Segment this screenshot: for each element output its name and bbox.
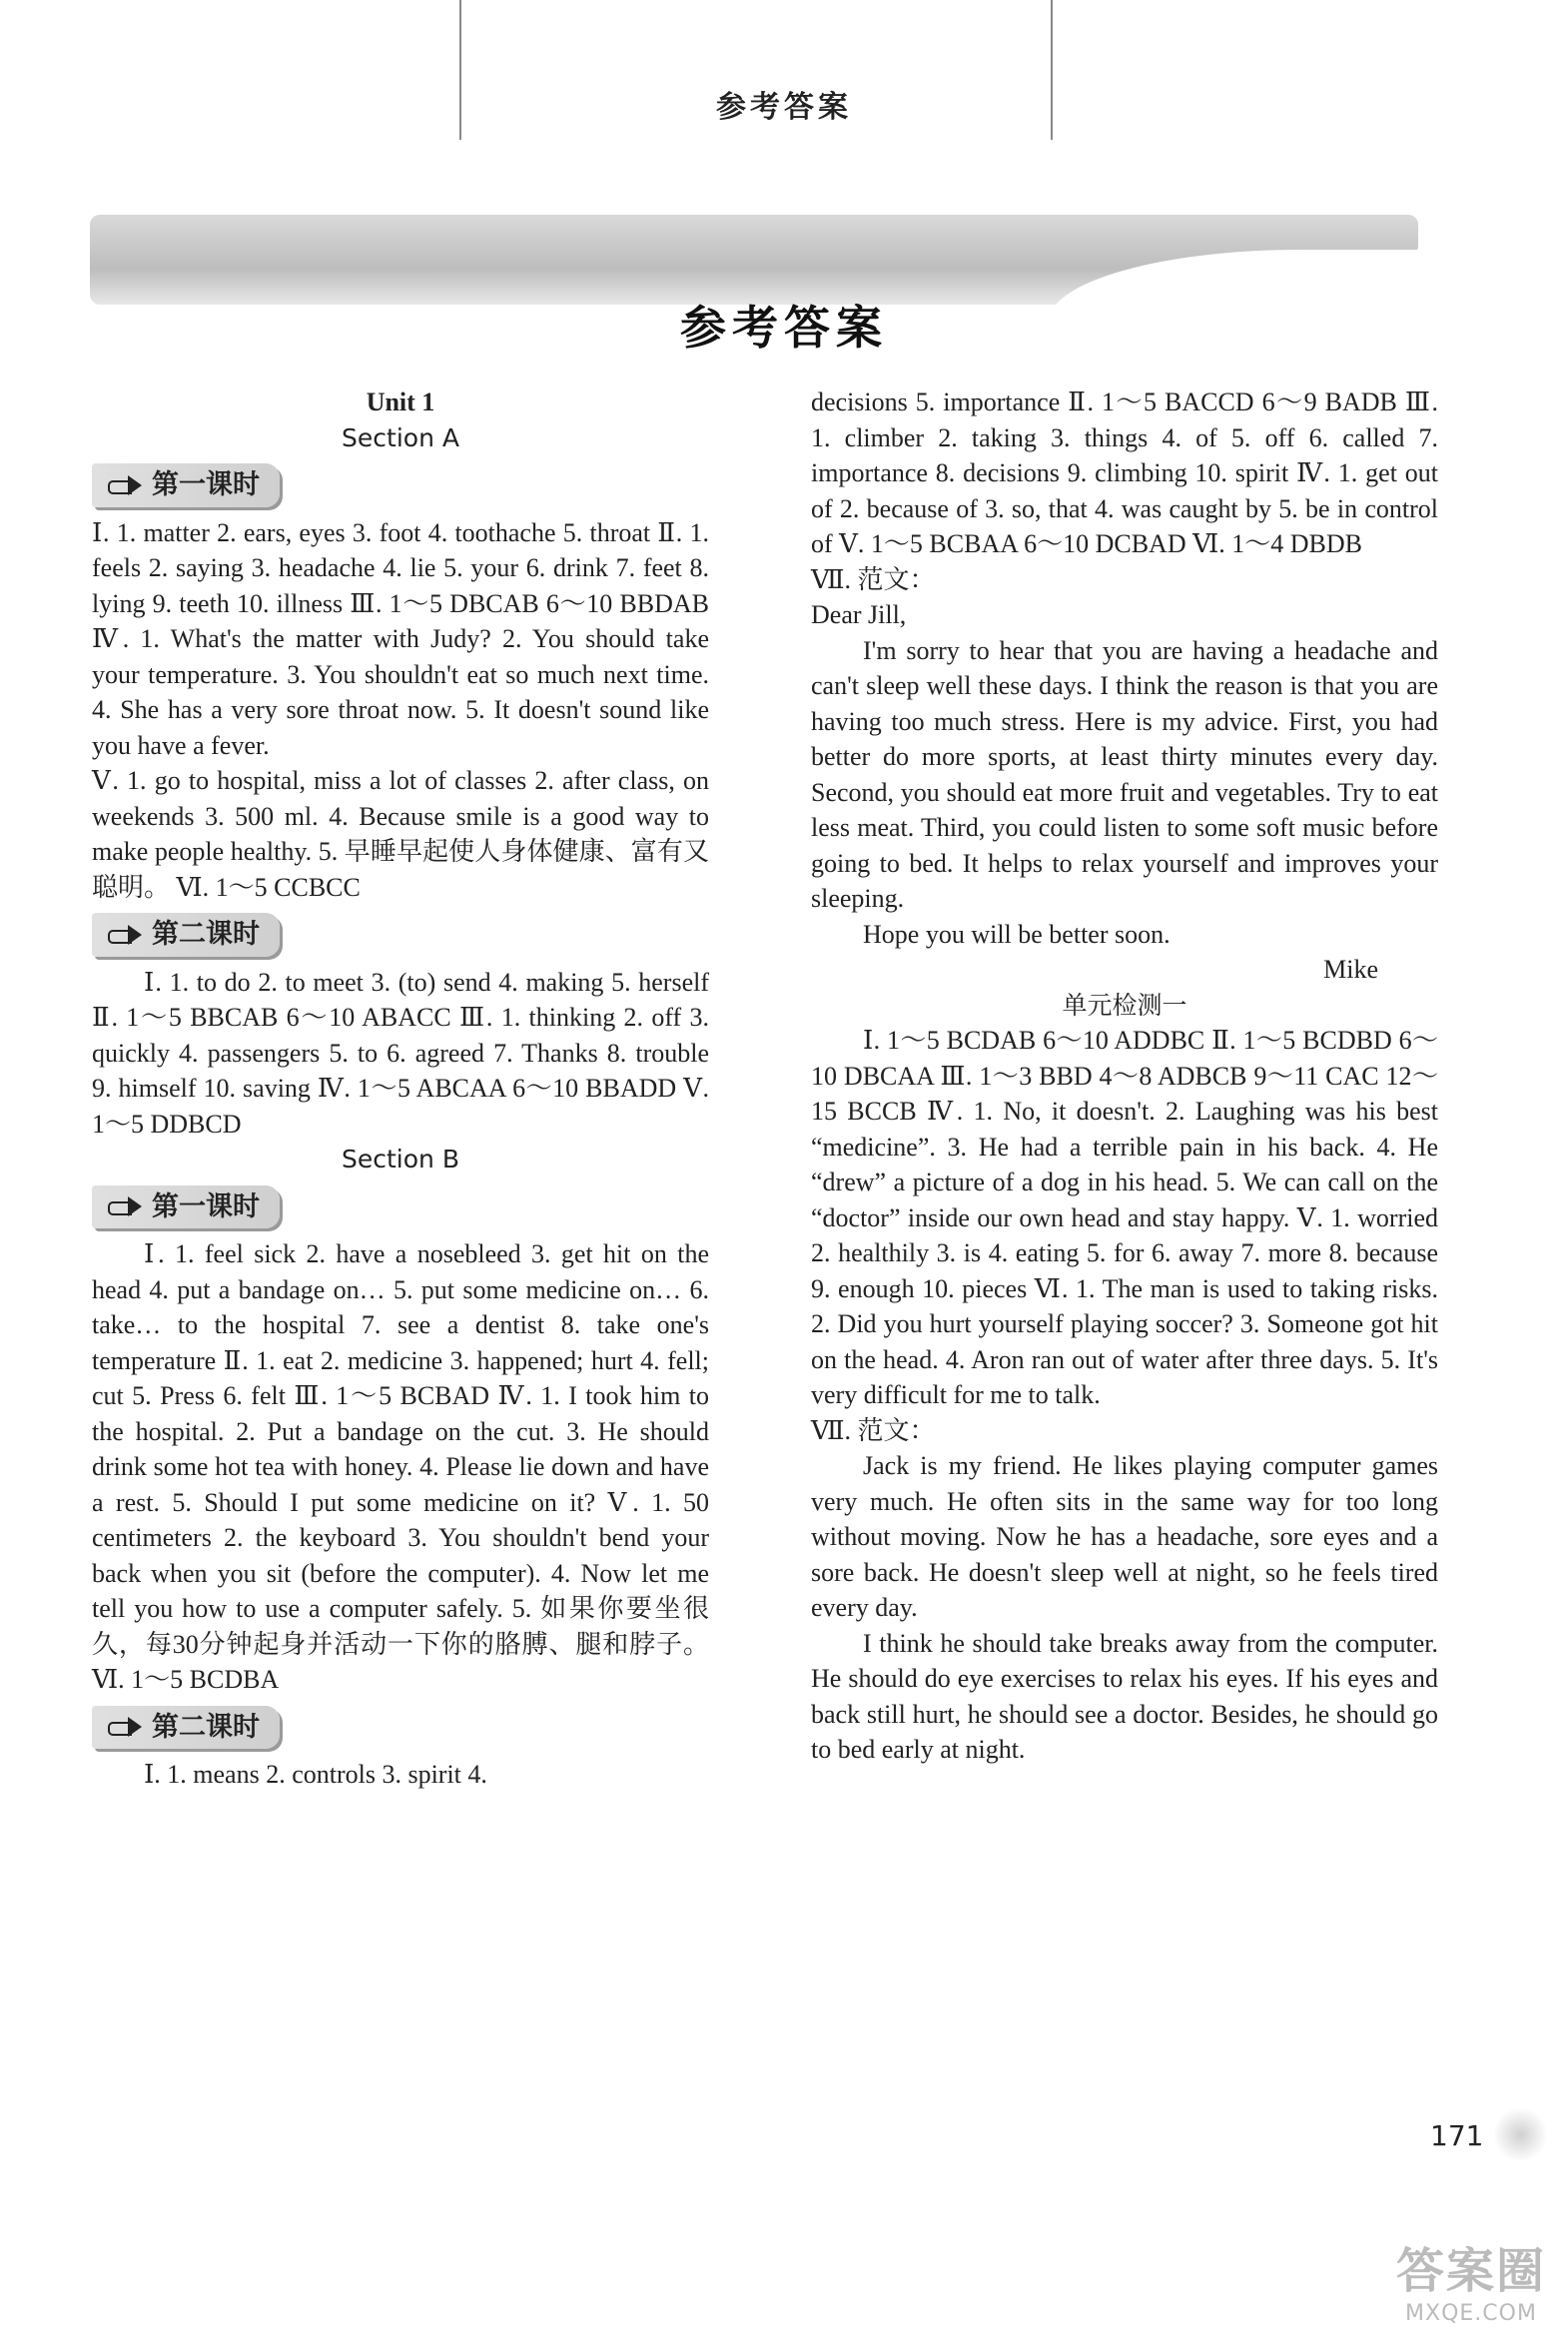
essay-label: Ⅶ. 范文： [811,1415,936,1445]
answer-paragraph: Ⅰ. 1～5 BCDAB 6～10 ADDBC Ⅱ. 1～5 BCDBD 6～10 DBCAA Ⅲ. 1～3 BBD 4～8 ADBCB 9～11 CAC 12～15 BCCB Ⅳ. 1. No, it doesn't. 2. Laughing was his best “medicine”. 3. He had a terrible pain in his back. 4. He “drew” a picture of a dog in his head. 5. We can call on the “doctor” inside our own head and stay happy. Ⅴ. 1. worried 2. healthily 3. is 4. eating 5. for 6. away 7. more 8. because 9. enough 10. pieces Ⅵ. 1. The man is used to taking risks. 2. Did you hurt yourself playing soccer? 3. Someone got hit on the head. 4. Aron ran out of water after three days. 5. It's very difficult for me to talk. [811,1026,1438,1409]
watermark [1386,2232,1556,2326]
arrow-right-icon [108,1716,142,1738]
lesson-badge [92,463,280,507]
lesson-badge [92,913,280,957]
lesson-badge [92,1185,280,1229]
header-tab-title: 参考答案 [716,90,852,125]
lesson-label: 第一课时 [152,469,260,500]
section-a-title: Section A [342,422,459,452]
answer-paragraph: Ⅰ. 1. matter 2. ears, eyes 3. foot 4. toothache 5. throat Ⅱ. 1. feels 2. saying 3. headache 4. lie 5. your 6. drink 7. feet 8. lying 9. teeth 10. illness Ⅲ. 1～5 DBCAB 6～10 BBDAB Ⅳ. 1. What's the matter with Judy? 2. You should take your temperature. 3. You shouldn't eat so much next time. 4. She has a very sore throat now. 5. It doesn't sound like you have a fever. [92,517,709,760]
essay-paragraph: Jack is my friend. He likes playing computer games very much. He often sits in the same way for too long without moving. Now he has a headache, sore eyes and a sore back. He doesn't sleep well at night, so he feels tired every day. [811,1451,1438,1622]
arrow-right-icon [108,474,142,496]
watermark-logo: 答案圈 [1395,2243,1546,2299]
unit-title: Unit 1 [366,388,435,416]
essay-paragraph: Hope you will be better soon. [863,919,1171,949]
watermark-url: MXQE.COM [1405,2301,1537,2326]
answer-paragraph: Ⅴ. 1. go to hospital, miss a lot of classes 2. after class, on weekends 3. 500 ml. 4. Because smile is a good way to make people healthy. 5. 早睡早起使人身体健康、富有又聪明。 Ⅵ. 1～5 CCBCC [92,766,709,902]
lesson-label: 第二课时 [152,1711,260,1743]
arrow-right-icon [108,924,142,946]
essay-label: Ⅶ. 范文： [811,564,936,594]
lesson-badge [92,1706,280,1750]
answer-paragraph: Ⅰ. 1. to do 2. to meet 3. (to) send 4. making 5. herself Ⅱ. 1～5 BBCAB 6～10 ABACC Ⅲ. 1. thinking 2. off 3. quickly 4. passengers 5. to 6. agreed 7. Thanks 8. trouble 9. himself 10. saving Ⅳ. 1～5 ABCAA 6～10 BBADD Ⅴ. 1～5 DDBCD [92,967,709,1139]
unit-test-title: 单元检测一 [1062,990,1187,1020]
essay-paragraph: I think he should take breaks away from the computer. He should do eye exercises to relax his eyes. If his eyes and back still hurt, he should see a doctor. Besides, he should go to bed early at night. [811,1628,1438,1764]
page-title: 参考答案 [680,301,888,355]
page-corner-decoration [1493,2107,1548,2162]
lesson-label: 第二课时 [152,919,260,950]
answer-paragraph: Ⅰ. 1. means 2. controls 3. spirit 4. [144,1760,487,1789]
arrow-right-icon [108,1195,142,1217]
section-b-title: Section B [342,1145,459,1174]
right-column [811,385,1438,1768]
answer-paragraph: Ⅰ. 1. feel sick 2. have a nosebleed 3. get hit on the head 4. put a bandage on… 5. put some medicine on… 6. take… to the hospital 7. see a dentist 8. take one's temperature Ⅱ. 1. eat 2. medicine 3. happened; hurt 4. fell; cut 5. Press 6. felt Ⅲ. 1～5 BCBAD Ⅳ. 1. I took him to the hospital. 2. Put a bandage on the cut. 3. He should drink some hot tea with honey. 4. Please lie down and have a rest. 5. Should I put some medicine on it? Ⅴ. 1. 50 centimeters 2. the keyboard 3. You shouldn't bend your back when you sit (before the computer). 4. Now let me tell you how to use a computer safely. 5. 如果你要坐很久，每30分钟起身并活动一下你的胳膊、腿和脖子。 Ⅵ. 1～5 BCDBA [92,1239,709,1694]
answer-paragraph: decisions 5. importance Ⅱ. 1～5 BACCD 6～9 BADB Ⅲ. 1. climber 2. taking 3. things 4. of 5. off 6. called 7. importance 8. decisions 9. climbing 10. spirit Ⅳ. 1. get out of 2. because of 3. so, that 4. was caught by 5. be in control of Ⅴ. 1～5 BCBAA 6～10 DCBAD Ⅵ. 1～4 DBDB [811,388,1438,558]
letter-signature: Mike [1323,955,1378,984]
letter-salutation: Dear Jill, [811,600,907,629]
essay-paragraph: I'm sorry to hear that you are having a headache and can't sleep well these days. I think the reason is that you are having too much stress. Here is my advice. First, you had better do more sports, at least thirty minutes every day. Second, you should eat more fruit and vegetables. Try to eat less meat. Third, you could listen to some soft music before going to bed. It helps to relax yourself and improves your sleeping. [811,635,1438,913]
lesson-label: 第一课时 [152,1190,260,1222]
page-number: 171 [1430,2119,1484,2152]
left-column [92,385,709,1793]
